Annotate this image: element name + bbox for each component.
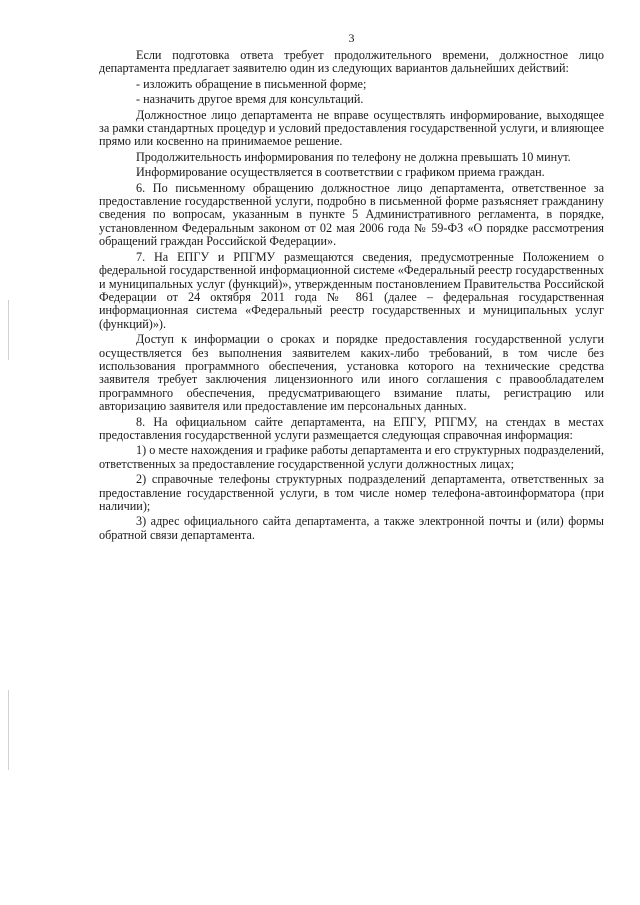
paragraph: Информирование осуществляется в соответствии с графиком приема граждан. — [136, 165, 545, 180]
paragraph: 8. На официальном сайте департамента, на ЕПГУ, РПГМУ, на стендах в местах предоставления государственной услуги размещается следующая справочная информация: — [99, 414, 604, 442]
scan-edge-mark — [8, 300, 9, 360]
paragraph: Продолжительность информирования по телефону не должна превышать 10 минут. — [136, 149, 571, 164]
document-body — [99, 49, 604, 542]
paragraph: - назначить другое время для консультаций. — [136, 92, 364, 107]
page-number: 3 — [348, 31, 355, 45]
paragraph: - изложить обращение в письменной форме; — [136, 76, 367, 91]
paragraph: Доступ к информации о сроках и порядке предоставления государственной услуги осуществляется без выполнения заявителем каких-либо требований, в том числе без использования программного обеспечения, установка которого на технические средства заявителя требует заключения лицензионного или иного соглашения с правообладателем программного обеспечения, предусматривающего взимание платы, регистрацию или авторизацию заявителя или предоставление им персональных данных. — [99, 332, 604, 414]
paragraph: 3) адрес официального сайта департамента, а также электронной почты и (или) формы обратной связи департамента. — [99, 514, 604, 542]
scan-edge-mark — [8, 690, 9, 770]
paragraph: 2) справочные телефоны структурных подразделений департамента, ответственных за предоставление государственной услуги, в том числе номер телефона-автоинформатора (при наличии); — [99, 472, 604, 513]
paragraph: 1) о месте нахождения и графике работы департамента и его структурных подразделений, ответственных за предоставление государственной услуги должностных лицах; — [99, 443, 604, 471]
paragraph: Если подготовка ответа требует продолжительного времени, должностное лицо департамента предлагает заявителю один из следующих вариантов дальнейших действий: — [99, 48, 604, 76]
paragraph: Должностное лицо департамента не вправе осуществлять информирование, выходящее за рамки стандартных процедур и условий предоставления государственной услуги, и влияющее прямо или косвенно на принимаемое решение. — [99, 107, 604, 149]
paragraph: 7. На ЕПГУ и РПГМУ размещаются сведения, предусмотренные Положением о федеральной государственной информационной системе «Федеральный реестр государственных и муниципальных услуг (функций)», утвержденным постановлением Правительства Российской Федерации от 24 октября 2011 года № 861 (далее – федеральная государственная информационная система «Федеральный реестр государственных и муниципальных услуг (функций)»). — [99, 249, 604, 331]
paragraph: 6. По письменному обращению должностное лицо департамента, ответственное за предоставление государственной услуги, подробно в письменной форме разъясняет гражданину сведения по вопросам, указанным в пункте 5 Административного регламента, в порядке, установленном Федеральным законом от 02 мая 2006 года № 59-ФЗ «О порядке рассмотрения обращений граждан Российской Федерации». — [99, 180, 604, 249]
